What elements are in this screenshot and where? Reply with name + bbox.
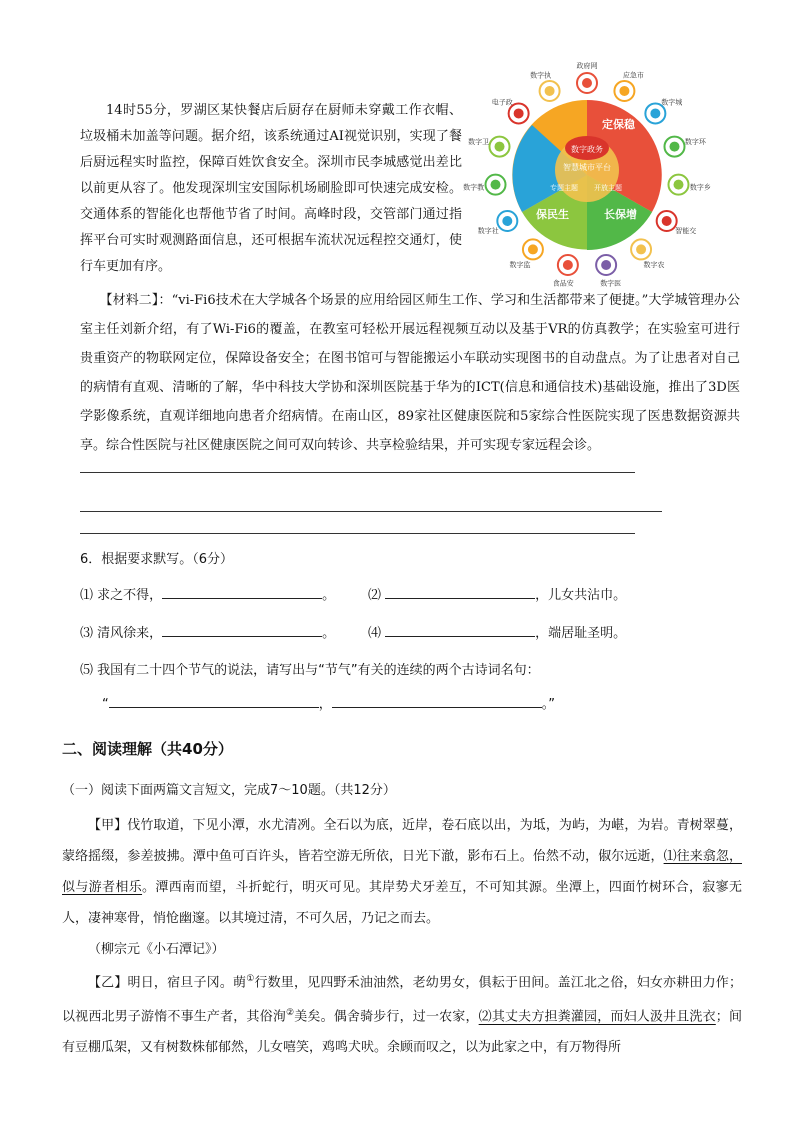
sector-label-growth: 长保增	[604, 208, 637, 221]
item-5-blank-2[interactable]	[332, 693, 542, 708]
service-label: 应急市	[622, 71, 644, 80]
item-4-end: ，端居耻圣明。	[535, 626, 627, 641]
passage-jia	[62, 810, 742, 965]
section-2-title: 二、阅读理解（共40分）	[62, 740, 233, 758]
item-5-prompt: ⑸ 我国有二十四个节气的说法，请写出与“节气”有关的连续的两个古诗词名句：	[80, 663, 540, 678]
item-5-close-quote: 。”	[541, 697, 556, 712]
yi-text-2: 行数里，见四野禾油油然，老幼男女，俱耘于田间。盖江北之俗，妇女亦耕田力作；以视西北男子游惰不事生产者，其俗洵	[62, 975, 742, 1025]
jia-underlined-sentence: ⑴往来翕忽，似与游者相乐	[62, 849, 742, 895]
service-icon-dot	[619, 86, 629, 96]
service-icon-dot	[582, 78, 592, 88]
yi-text-3: 美矣。偶舍骑步行，过一农家，	[294, 1009, 479, 1025]
service-label: 食品安	[552, 279, 574, 288]
service-icon-dot	[601, 260, 611, 270]
material-one-text: 14时55分，罗湖区某快餐店后厨存在厨师未穿戴工作衣帽、垃圾桶未加盖等问题。据介绍，该系统通过AI视觉识别，实现了餐后厨远程实时监控，保障百姓饮食安全。深圳市民李城感觉出差比以前更从容了。他发现深圳宝安国际机场刷脸即可快速完成安检。交通体系的智能化也帮他节省了时间。高峰时段，交管部门通过指挥平台可实时观测路面信息，还可根据车流状况远程控交通灯，使行车更加有序。	[80, 103, 462, 274]
item-5-comma: ，	[318, 697, 332, 712]
service-label: 数字社	[477, 227, 499, 235]
service-label: 数字医	[600, 279, 622, 288]
item-1-end: 。	[322, 588, 336, 603]
item-2-blank[interactable]	[385, 584, 535, 599]
service-icon-dot	[495, 142, 505, 152]
service-icon-dot	[662, 216, 672, 226]
jia-text-2: 。潭西南而望，斗折蛇行，明灭可见。其岸势犬牙差互，不可知其源。坐潭上，四面竹树环合，寂寥无人，凄神寒骨，悄怆幽邃。以其境过清，不可久居，乃记之而去。	[62, 880, 742, 926]
item-5-blank-1[interactable]	[109, 693, 319, 708]
service-icon-dot	[636, 244, 646, 254]
service-icon-dot	[545, 86, 555, 96]
service-icon-dot	[528, 244, 538, 254]
item-1-prompt: ⑴ 求之不得，	[80, 588, 163, 603]
service-label: 数字城	[661, 98, 683, 107]
answer-line-3[interactable]	[80, 533, 635, 534]
item-2-end: ，儿女共沾巾。	[535, 588, 627, 603]
service-icon-dot	[673, 180, 683, 190]
item-3-end: 。	[322, 626, 336, 641]
answer-line-2[interactable]	[80, 511, 662, 512]
item-4-prompt: ⑷	[368, 626, 386, 641]
yi-note-2: ②	[285, 1008, 295, 1019]
service-label: 数字乡	[689, 183, 711, 192]
yi-note-1: ①	[246, 974, 255, 984]
yi-text-1: 【乙】明日，宿旦子冈。萌	[88, 975, 247, 991]
question-6-item-1	[80, 584, 335, 603]
item-2-prompt: ⑵	[368, 588, 386, 603]
item-3-prompt: ⑶ 清风徐来，	[80, 626, 163, 641]
inner-label-right: 开放主题	[594, 184, 622, 192]
material-two-text: “vi-Fi6技术在大学城各个场景的应用给园区师生工作、学习和生活都带来了便捷。”大学城管理办公室主任刘新介绍，有了Wi-Fi6的覆盖，在教室可轻松开展远程视频互动以及基于VR的仿真教学；在实验室可进行贵重资产的物联网定位，保障设备安全；在图书馆可与智能搬运小车联动实现图书的自动盘点。为了让患者对自己的病情有直观、清晰的了解，华中科技大学协和深圳医院基于华为的ICT(信息和通信技术)基础设施，推出了3D医学影像系统，直观详细地向患者介绍病情。在南山区，89家社区健康医院和5家综合性医院实现了医患数据资源共享。综合性医院与社区健康医院之间可双向转诊、共享检验结果，并可实现专家远程会诊。	[80, 293, 740, 453]
service-icon-dot	[650, 108, 660, 118]
service-icon-dot	[491, 180, 501, 190]
section-2-subtitle: （一）阅读下面两篇文言短文，完成7～10题。（共12分）	[62, 783, 396, 798]
smart-city-diagram	[452, 62, 722, 288]
yi-text-4: ；间有豆棚瓜架，又有树数株郁郁然，儿女嘻笑，鸡鸣犬吠。余顾而叹之，以为此家之中，有万物得所	[62, 1009, 742, 1055]
question-6-title: 6．根据要求默写。（6分）	[80, 552, 234, 567]
service-icon-dot	[514, 108, 524, 118]
service-label: 电子政	[491, 98, 513, 107]
hub-label: 数字政务	[571, 145, 603, 154]
service-label: 数字卫	[468, 138, 490, 147]
service-icon-dot	[563, 260, 573, 270]
question-6-item-2	[368, 584, 626, 603]
service-label: 数字环	[684, 138, 706, 147]
item-4-blank[interactable]	[385, 622, 535, 637]
service-label: 智能交	[675, 227, 697, 235]
question-6-item-5	[80, 659, 540, 678]
item-1-blank[interactable]	[162, 584, 322, 599]
service-label: 数字执	[530, 71, 552, 80]
service-label: 政府网	[576, 62, 598, 70]
question-6-item-4	[368, 622, 626, 641]
service-label: 数字教	[463, 183, 485, 192]
material-two-paragraph	[80, 286, 740, 460]
question-6-item-5-answer	[102, 693, 555, 712]
yi-underlined-sentence: ⑵其丈夫方担粪灌园，而妇人汲井且洗衣	[478, 1009, 716, 1025]
item-5-open-quote: “	[102, 697, 109, 712]
jia-source: （柳宗元《小石潭记》）	[88, 942, 225, 957]
center-label: 智慧城市平台	[563, 163, 611, 172]
inner-label-left: 专题主题	[550, 184, 578, 192]
passage-yi	[62, 964, 742, 1063]
item-3-blank[interactable]	[162, 622, 322, 637]
sector-label-livelihood: 保民生	[536, 208, 569, 221]
service-icon-dot	[669, 142, 679, 152]
service-label: 数字农	[643, 260, 665, 269]
service-label: 数字监	[509, 260, 531, 269]
smart-city-diagram-svg	[452, 62, 722, 288]
sector-label-stability: 定保稳	[602, 118, 635, 131]
jia-text-1: 【甲】伐竹取道，下见小潭，水尤清冽。全石以为底，近岸，卷石底以出，为坻，为屿，为嵁，为岩。青树翠蔓，蒙络摇缀，参差披拂。潭中鱼可百许头，皆若空游无所依，日光下澈，影布石上。佁然不动，俶尔远逝，	[62, 818, 742, 864]
answer-line-1[interactable]	[80, 472, 635, 473]
material-two-label: 【材料二】：	[99, 293, 172, 308]
service-icon-dot	[502, 216, 512, 226]
question-6-item-3	[80, 622, 335, 641]
